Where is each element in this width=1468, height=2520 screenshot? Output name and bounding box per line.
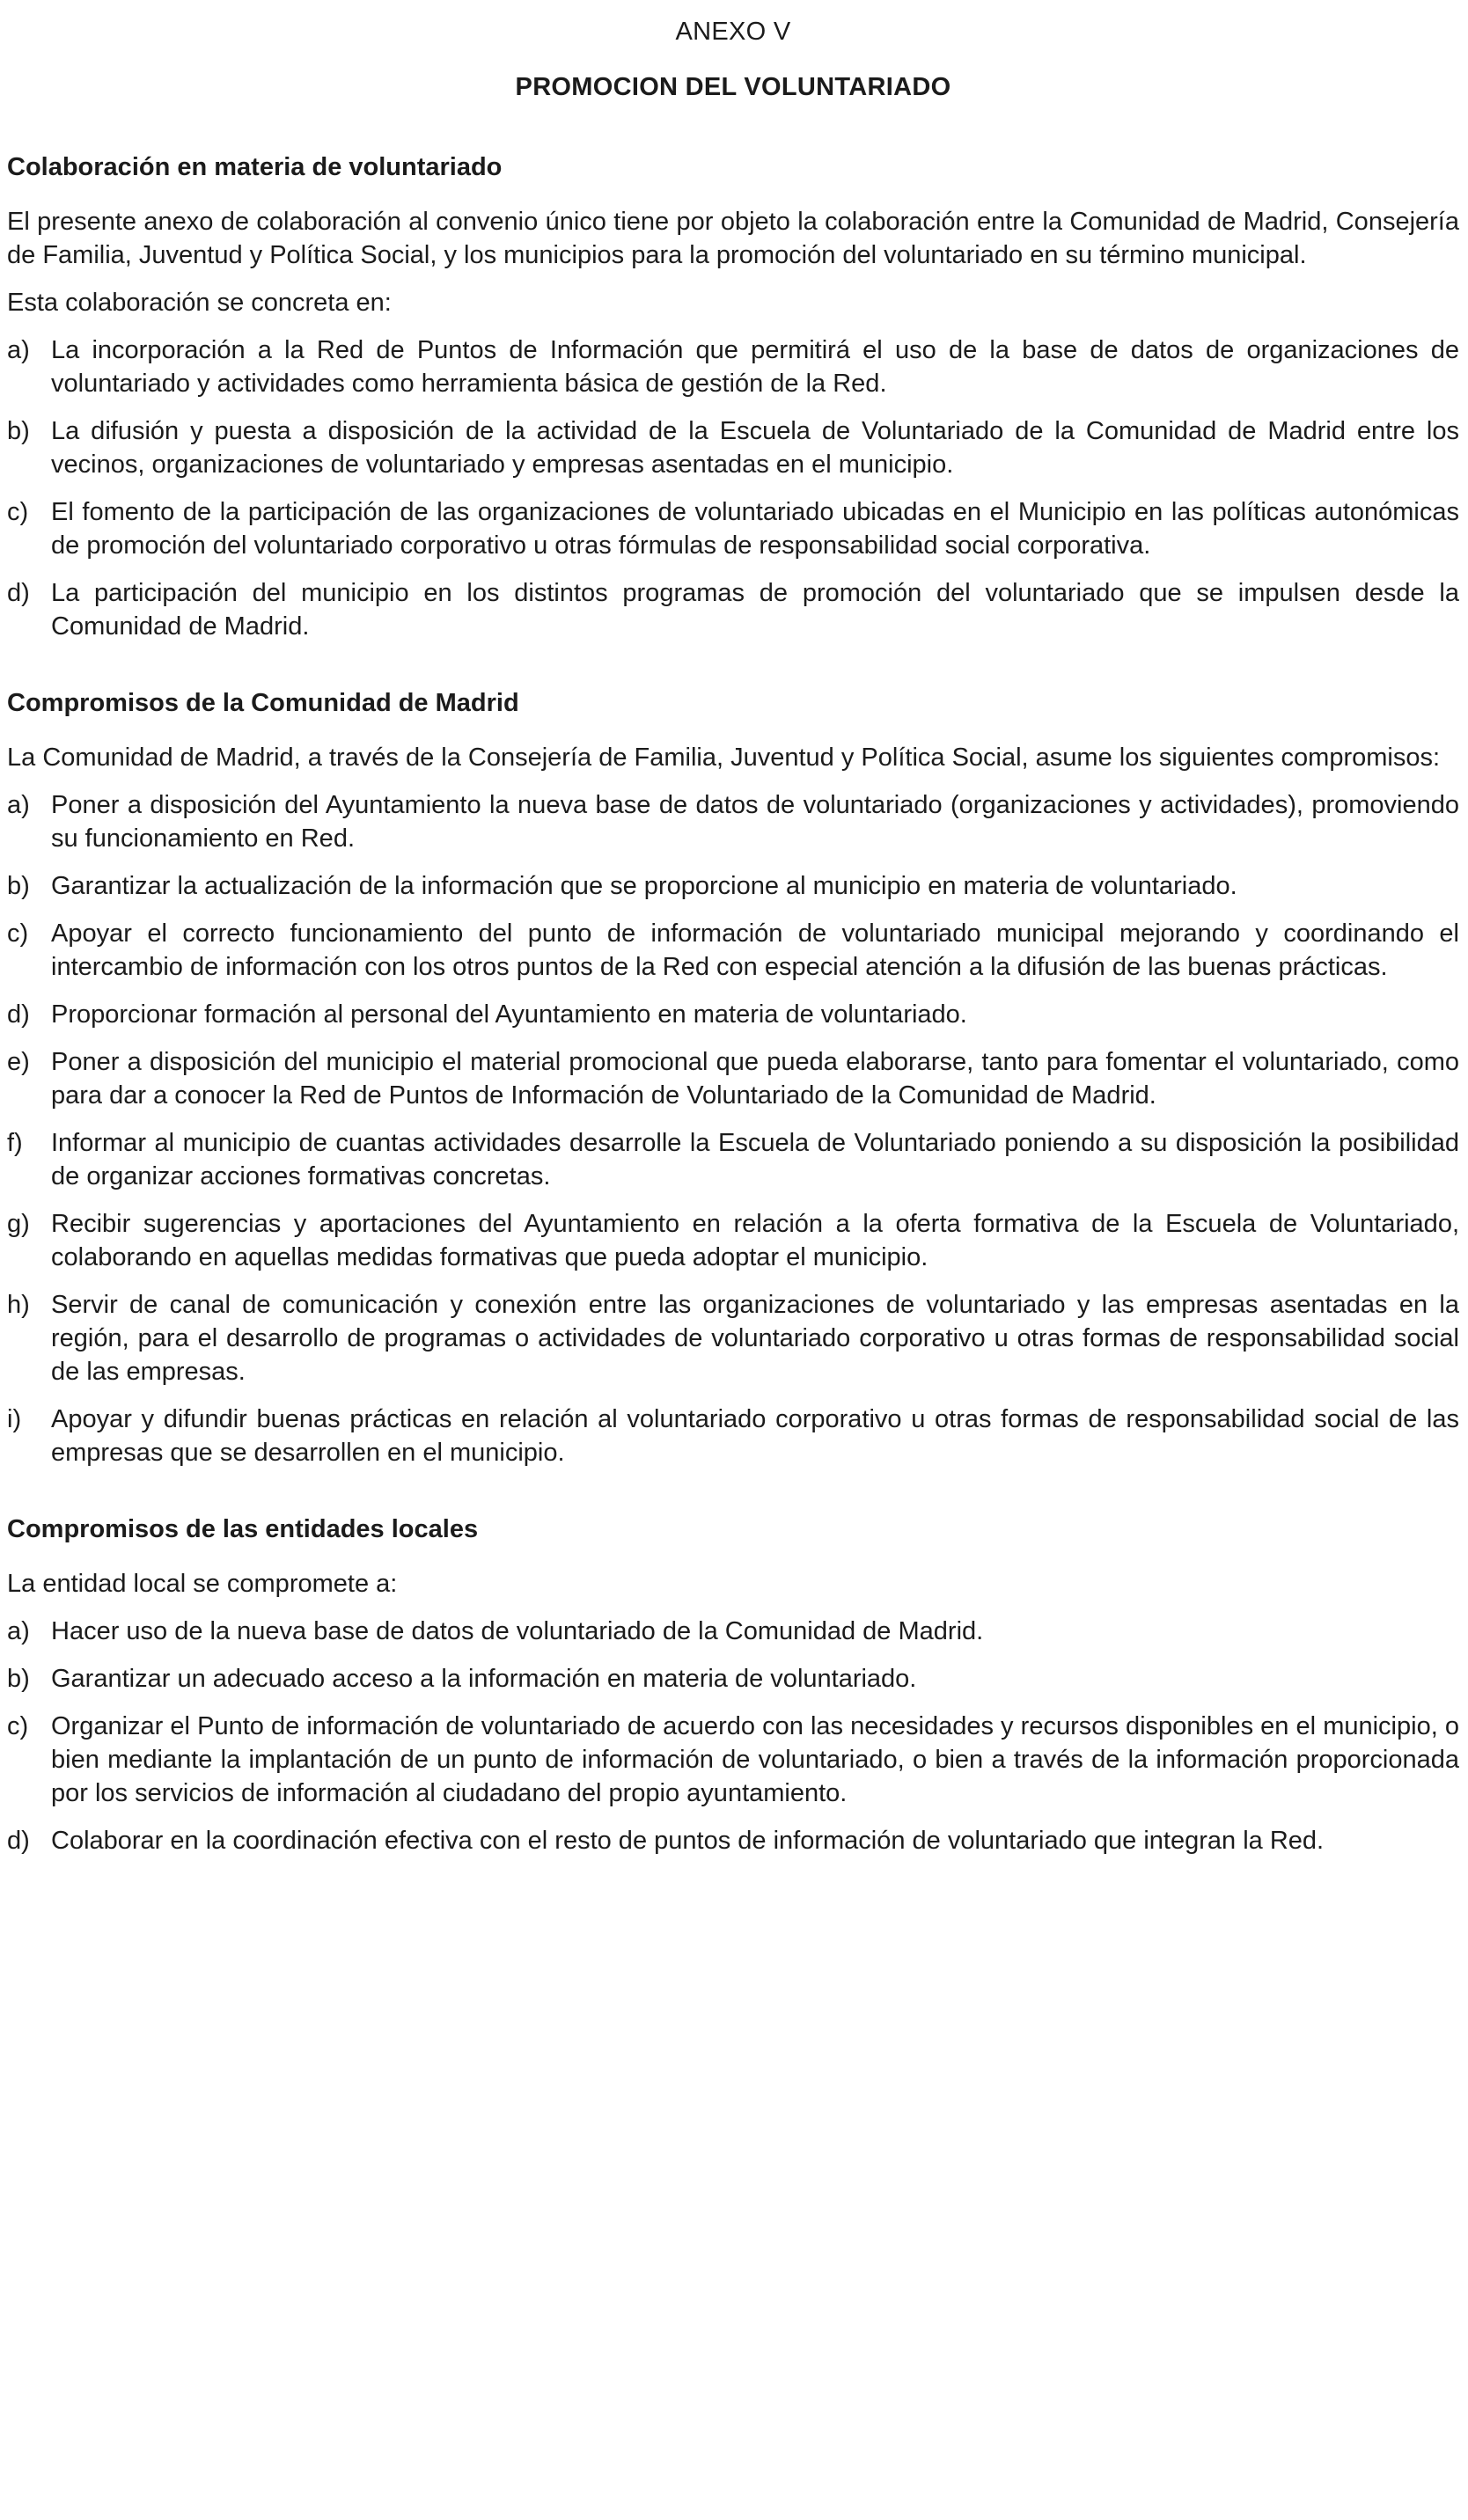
item-text: Organizar el Punto de información de voluntariado de acuerdo con las necesidades y recursos disponibles en el municipio, o bien mediante la implantación de un punto de información de voluntariado, o bien a través de la información proporcionada por los servicios de información al ciudadano del propio ayuntamiento. bbox=[51, 1712, 1459, 1807]
paragraph: La entidad local se compromete a: bbox=[7, 1570, 398, 1598]
item-text: Informar al municipio de cuantas actividades desarrolle la Escuela de Voluntariado poniendo a su disposición la posibilidad de organizar acciones formativas concretas. bbox=[51, 1129, 1459, 1190]
lettered-list bbox=[7, 333, 1459, 643]
section-compromisos-comunidad bbox=[7, 689, 1459, 1469]
item-label: a) bbox=[7, 791, 30, 819]
item-text: Apoyar y difundir buenas prácticas en relación al voluntariado corporativo u otras formas de responsabilidad social de las empresas que se desarrollen en el municipio. bbox=[51, 1405, 1459, 1467]
item-text: Poner a disposición del Ayuntamiento la nueva base de datos de voluntariado (organizaciones y actividades), promoviendo su funcionamiento en Red. bbox=[51, 791, 1459, 853]
list-item bbox=[7, 998, 1459, 1031]
list-item bbox=[7, 869, 1459, 903]
item-text: La incorporación a la Red de Puntos de Información que permitirá el uso de la base de datos de organizaciones de voluntariado y actividades como herramienta básica de gestión de la Red. bbox=[51, 336, 1459, 398]
item-label: a) bbox=[7, 336, 30, 364]
item-text: Garantizar la actualización de la información que se proporcione al municipio en materia de voluntariado. bbox=[51, 872, 1237, 900]
doc-title: ANEXO V bbox=[675, 18, 791, 46]
lettered-list bbox=[7, 788, 1459, 1469]
item-label: b) bbox=[7, 417, 30, 445]
list-item bbox=[7, 917, 1459, 984]
doc-subtitle: PROMOCION DEL VOLUNTARIADO bbox=[515, 73, 951, 101]
item-text: La difusión y puesta a disposición de la actividad de la Escuela de Voluntariado de la Comunidad de Madrid entre los vecinos, organizaciones de voluntariado y empresas asentadas en el municipio. bbox=[51, 417, 1459, 479]
item-text: Colaborar en la coordinación efectiva con el resto de puntos de información de voluntariado que integran la Red. bbox=[51, 1827, 1325, 1855]
list-item bbox=[7, 333, 1459, 400]
item-label: d) bbox=[7, 1000, 30, 1029]
section-heading: Colaboración en materia de voluntariado bbox=[7, 153, 503, 181]
item-text: Servir de canal de comunicación y conexión entre las organizaciones de voluntariado y las empresas asentadas en la región, para el desarrollo de programas o actividades de voluntariado corporativo u otras formas de responsabilidad social de las empresas. bbox=[51, 1291, 1459, 1386]
item-label: f) bbox=[7, 1129, 23, 1157]
paragraph: El presente anexo de colaboración al convenio único tiene por objeto la colaboración entre la Comunidad de Madrid, Consejería de Familia, Juventud y Política Social, y los municipios para la promoción del voluntariado en su término municipal. bbox=[7, 208, 1459, 269]
section-heading: Compromisos de la Comunidad de Madrid bbox=[7, 689, 519, 717]
section-colaboracion bbox=[7, 153, 1459, 643]
section-heading: Compromisos de las entidades locales bbox=[7, 1515, 479, 1543]
list-item bbox=[7, 788, 1459, 855]
item-label: c) bbox=[7, 498, 29, 526]
item-text: Apoyar el correcto funcionamiento del punto de información de voluntariado municipal mejorando y coordinando el intercambio de información con los otros puntos de la Red con especial atención a la difusión de las buenas prácticas. bbox=[51, 919, 1459, 981]
list-item bbox=[7, 576, 1459, 643]
list-item bbox=[7, 1126, 1459, 1193]
item-label: g) bbox=[7, 1210, 30, 1238]
item-label: i) bbox=[7, 1405, 22, 1433]
item-text: Hacer uso de la nueva base de datos de voluntariado de la Comunidad de Madrid. bbox=[51, 1617, 984, 1645]
item-label: c) bbox=[7, 1712, 29, 1740]
section-compromisos-entidades bbox=[7, 1515, 1459, 1857]
item-text: El fomento de la participación de las organizaciones de voluntariado ubicadas en el Municipio en las políticas autonómicas de promoción del voluntariado corporativo u otras fórmulas de responsabilidad social corporativa. bbox=[51, 498, 1459, 560]
item-text: Poner a disposición del municipio el material promocional que pueda elaborarse, tanto para fomentar el voluntariado, como para dar a conocer la Red de Puntos de Información de Voluntariado de la Comunidad de Madrid. bbox=[51, 1048, 1459, 1110]
list-item bbox=[7, 1045, 1459, 1112]
list-item bbox=[7, 495, 1459, 562]
list-item bbox=[7, 1207, 1459, 1274]
list-item bbox=[7, 1615, 1459, 1648]
item-label: b) bbox=[7, 872, 30, 900]
list-item bbox=[7, 1824, 1459, 1857]
item-label: b) bbox=[7, 1665, 30, 1693]
list-item bbox=[7, 1403, 1459, 1469]
item-label: c) bbox=[7, 919, 29, 948]
list-item bbox=[7, 1288, 1459, 1388]
item-label: d) bbox=[7, 1827, 30, 1855]
list-item bbox=[7, 414, 1459, 481]
list-item bbox=[7, 1710, 1459, 1810]
paragraph: La Comunidad de Madrid, a través de la Consejería de Familia, Juventud y Política Social, asume los siguientes compromisos: bbox=[7, 744, 1441, 772]
lettered-list bbox=[7, 1615, 1459, 1857]
item-text: Recibir sugerencias y aportaciones del Ayuntamiento en relación a la oferta formativa de la Escuela de Voluntariado, colaborando en aquellas medidas formativas que pueda adoptar el municipio. bbox=[51, 1210, 1459, 1271]
paragraph: Esta colaboración se concreta en: bbox=[7, 289, 392, 317]
item-label: a) bbox=[7, 1617, 30, 1645]
item-label: d) bbox=[7, 579, 30, 607]
item-text: Proporcionar formación al personal del Ayuntamiento en materia de voluntariado. bbox=[51, 1000, 967, 1029]
item-text: La participación del municipio en los distintos programas de promoción del voluntariado que se impulsen desde la Comunidad de Madrid. bbox=[51, 579, 1459, 641]
list-item bbox=[7, 1662, 1459, 1696]
item-text: Garantizar un adecuado acceso a la información en materia de voluntariado. bbox=[51, 1665, 917, 1693]
item-label: e) bbox=[7, 1048, 30, 1076]
item-label: h) bbox=[7, 1291, 30, 1319]
